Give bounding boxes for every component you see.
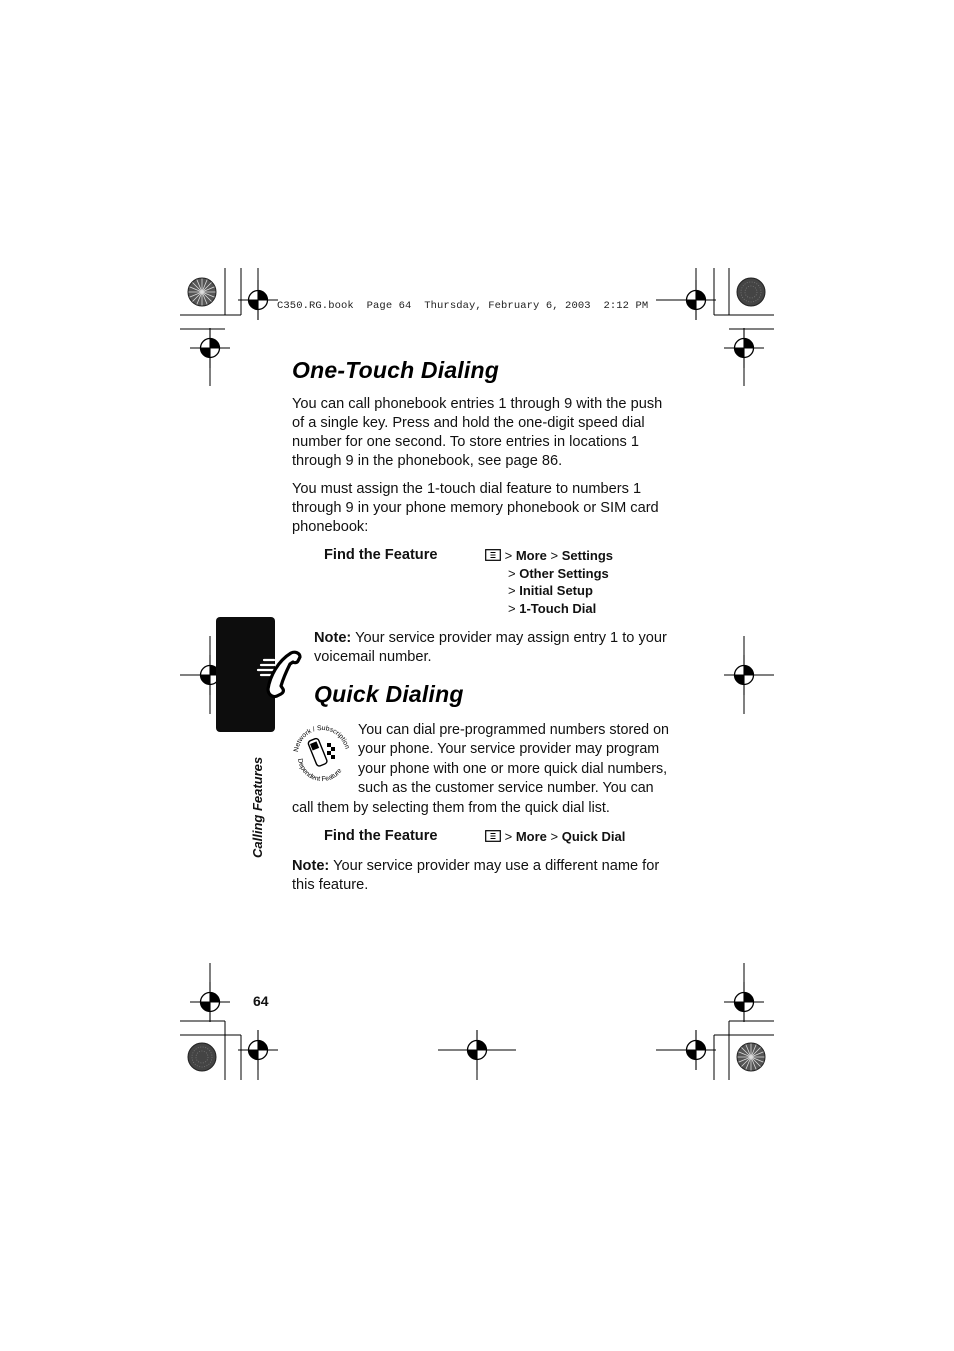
section-title-quick-dialing: Quick Dialing bbox=[314, 681, 464, 707]
menu-item-1-touch-dial: 1-Touch Dial bbox=[519, 600, 597, 616]
quick-dialing-paragraph: You can dial pre-programmed numbers stored on your phone. Your service provider may program your phone with one or more quick dial numbers, such as the customer service number. You can call them by selecting them from the quick dial list. bbox=[292, 722, 669, 816]
menu-separator: > bbox=[504, 548, 513, 563]
badge-top-text: Network / Subscription bbox=[293, 724, 351, 753]
page-number: 64 bbox=[253, 993, 269, 1009]
menu-key-icon bbox=[485, 549, 501, 561]
menu-item-initial-setup: Initial Setup bbox=[519, 583, 593, 598]
one-touch-note bbox=[314, 629, 674, 667]
note-text: Your service provider may use a different name for this feature. bbox=[292, 858, 660, 893]
quick-dialing-note bbox=[292, 857, 670, 895]
menu-item-other-settings: Other Settings bbox=[519, 565, 609, 581]
menu-separator: > bbox=[508, 600, 516, 616]
section-title-one-touch: One-Touch Dialing bbox=[292, 357, 499, 383]
menu-separator: > bbox=[508, 565, 516, 581]
menu-separator: > bbox=[550, 548, 559, 563]
menu-item-settings: Settings bbox=[561, 548, 614, 563]
phone-handset-icon bbox=[262, 648, 306, 700]
menu-separator: > bbox=[550, 829, 559, 844]
menu-item-more: More bbox=[515, 548, 547, 563]
find-the-feature-label: Find the Feature bbox=[324, 547, 438, 563]
one-touch-menu-path bbox=[485, 547, 613, 617]
menu-item-more: More bbox=[515, 829, 547, 844]
note-label: Note: bbox=[314, 630, 352, 646]
note-text: Your service provider may assign entry 1 to your voicemail number. bbox=[314, 630, 667, 665]
quick-dialing-paragraph-wrap bbox=[292, 721, 670, 818]
one-touch-paragraph-1: You can call phonebook entries 1 through 9 with the push of a single key. Press and hold the one-digit speed dial number for one second. To store entries in locations 1 through 9 in the phonebook, see page 86. bbox=[292, 396, 663, 469]
find-the-feature-label: Find the Feature bbox=[324, 828, 438, 844]
quick-dialing-menu-path bbox=[485, 828, 625, 846]
menu-item-quick-dial: Quick Dial bbox=[561, 829, 626, 844]
one-touch-paragraph-2: You must assign the 1-touch dial feature to numbers 1 through 9 in your phone memory phonebook or SIM card phonebook: bbox=[292, 481, 659, 535]
menu-separator: > bbox=[504, 829, 513, 844]
menu-separator: > bbox=[508, 583, 516, 598]
side-tab-label: Calling Features bbox=[250, 756, 265, 858]
note-label: Note: bbox=[292, 858, 330, 874]
badge-bottom-text: Dependent Feature bbox=[295, 758, 344, 783]
print-header: C350.RG.book Page 64 Thursday, February 6, 2003 2:12 PM bbox=[277, 300, 649, 312]
menu-key-icon bbox=[485, 830, 501, 842]
